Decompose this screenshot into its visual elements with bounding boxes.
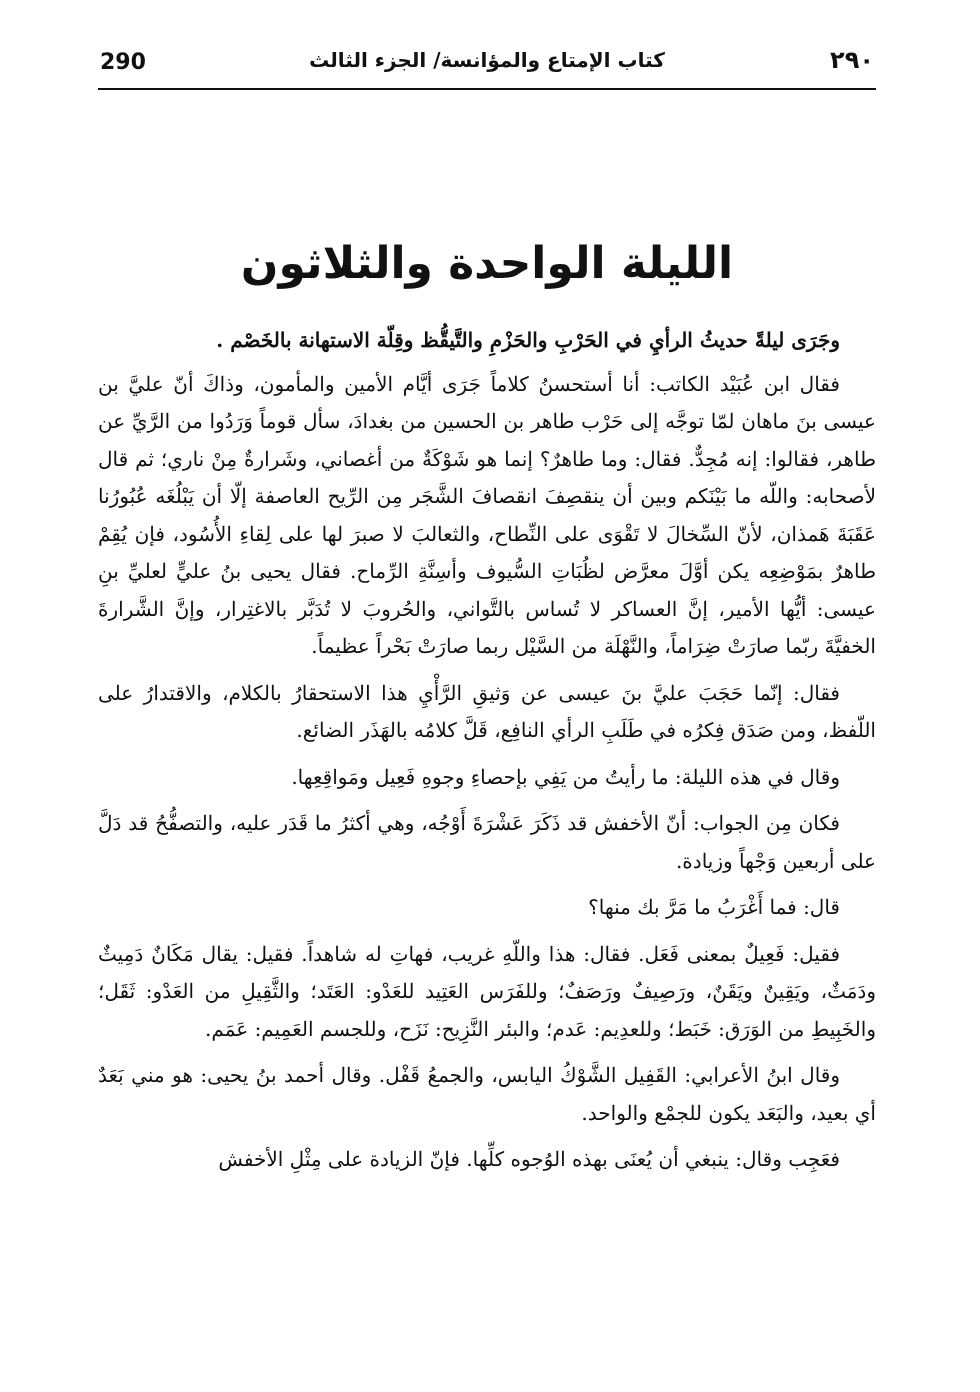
page-number-arabic: ٢٩٠ <box>830 46 874 74</box>
paragraph: فقيل: فَعِيلٌ بمعنى فَعَل. فقال: هذا واللّهِ غريب، فهاتِ له شاهداً. فقيل: يقال مَكَانٌ دَمِيثٌ ودَمَثٌ، ويَقِينٌ ويَقَنٌ، ورَصِيفٌ ورَصَفٌ؛ وللفَرَس العَتِيد للعَدْو: العَتَد؛ والثَّقِيلِ من العَدْو: ثَقَل؛ والخَبِيطِ من الوَرَق: خَبَط؛ وللعدِيم: عَدم؛ والبئر النَّزِيح: نَزَح، وللجسم العَمِيم: عَمَم. <box>98 941 876 1041</box>
page-number-latin: 290 <box>100 50 146 75</box>
page-header <box>98 44 876 90</box>
paragraph: فكان مِن الجواب: أنّ الأخفش قد ذَكَرَ عَشْرَةَ أَوْجُه، وهي أكثرُ ما قَدَر عليه، والتصفُّحُ قد دَلَّ على أربعين وَجْهاً وزيادة. <box>98 811 876 873</box>
running-title: كتاب الإمتاع والمؤانسة/ الجزء الثالث <box>309 48 665 72</box>
paragraph: فقال ابن عُبَيْد الكاتب: أنا أستحسنُ كلاماً جَرَى أيَّام الأمين والمأمون، وذاكَ أنّ عليَّ بن عيسى بنَ ماهان لمّا توجَّه إلى حَرْب طاهر بن الحسين من بغدادَ، سأل قوماً وَرَدُوا من الرَّيِّ عن طاهر، فقالوا: إنه مُجِدٌّ. فقال: وما طاهرٌ؟ إنما هو شَوْكَةٌ من أغصاني، وشَرارةٌ مِنْ ناري؛ ثم قال لأصحابه: واللّه ما بَيْنَكم وبين أن ينقصِفَ انقصافَ الشَّجَر مِن الرِّيح العاصفة إلّا أن يَبْلُغَه عُبُورُنا عَقَبَةَ هَمذان، لأنّ السِّخالَ لا تَقْوَى على النِّطاح، والثعالبَ لا صبرَ لها على لِقاءِ الأُسُود، فإن يُقِمْ طاهرٌ بمَوْضِعِه يكن أوَّلَ معرَّض لظُبَاتِ السُّيوف وأسِنَّةِ الرِّماح. فقال يحيى بنُ عليٍّ لعليِّ بنِ عيسى: أيُّها الأمير، إنَّ العساكر لا تُساس بالتَّواني، والحُروبَ لا تُدَبَّر بالاغتِرار، وإنَّ الشَّرارةَ الخفيَّةَ ربّما صارَتْ ضِرَاماً، والنَّهْلَة من السَّيْل ربما صارَتْ بَحْراً عظيماً. <box>98 371 876 658</box>
chapter-title: الليلة الواحدة والثلاثون <box>240 238 734 289</box>
paragraph: قال: فما أَغْرَبُ ما مَرَّ بك منها؟ <box>588 895 840 919</box>
paragraph-intro: وجَرَى ليلةً حديثُ الرأيِ في الحَرْبِ والحَزْمِ والتَّيقُّظ وقِلّة الاستهانة بالخَصْم . <box>216 328 840 352</box>
paragraph: وقال في هذه الليلة: ما رأيتُ من يَفِي بإحصاءِ وجوهِ فَعِيل ومَواقِعِها. <box>291 764 840 789</box>
paragraph: وقال ابنُ الأعرابي: القَفِيل الشَّوْكُ اليابس، والجمعُ قَفْل. وقال أحمد بنُ يحيى: هو مني بَعَدٌ أي بعيد، والبَعَد يكون للجمْع والواحد. <box>98 1063 876 1125</box>
paragraph: فعَجِب وقال: ينبغي أن يُعنَى بهذه الوُجوه كلِّها. فإنّ الزيادة على مِثْلِ الأخفش <box>218 1147 840 1171</box>
paragraph: فقال: إنّما حَجَبَ عليَّ بنَ عيسى عن وَثيقِ الرَّأْيِ هذا الاستحقارُ بالكلام، والاقتدارُ على اللّفظ، ومن صَدَق فِكرُه في طَلَبِ الرأي النافِع، قَلَّ كلامُه بالهَذَر الضائع. <box>98 680 876 742</box>
body-text <box>98 322 876 1179</box>
